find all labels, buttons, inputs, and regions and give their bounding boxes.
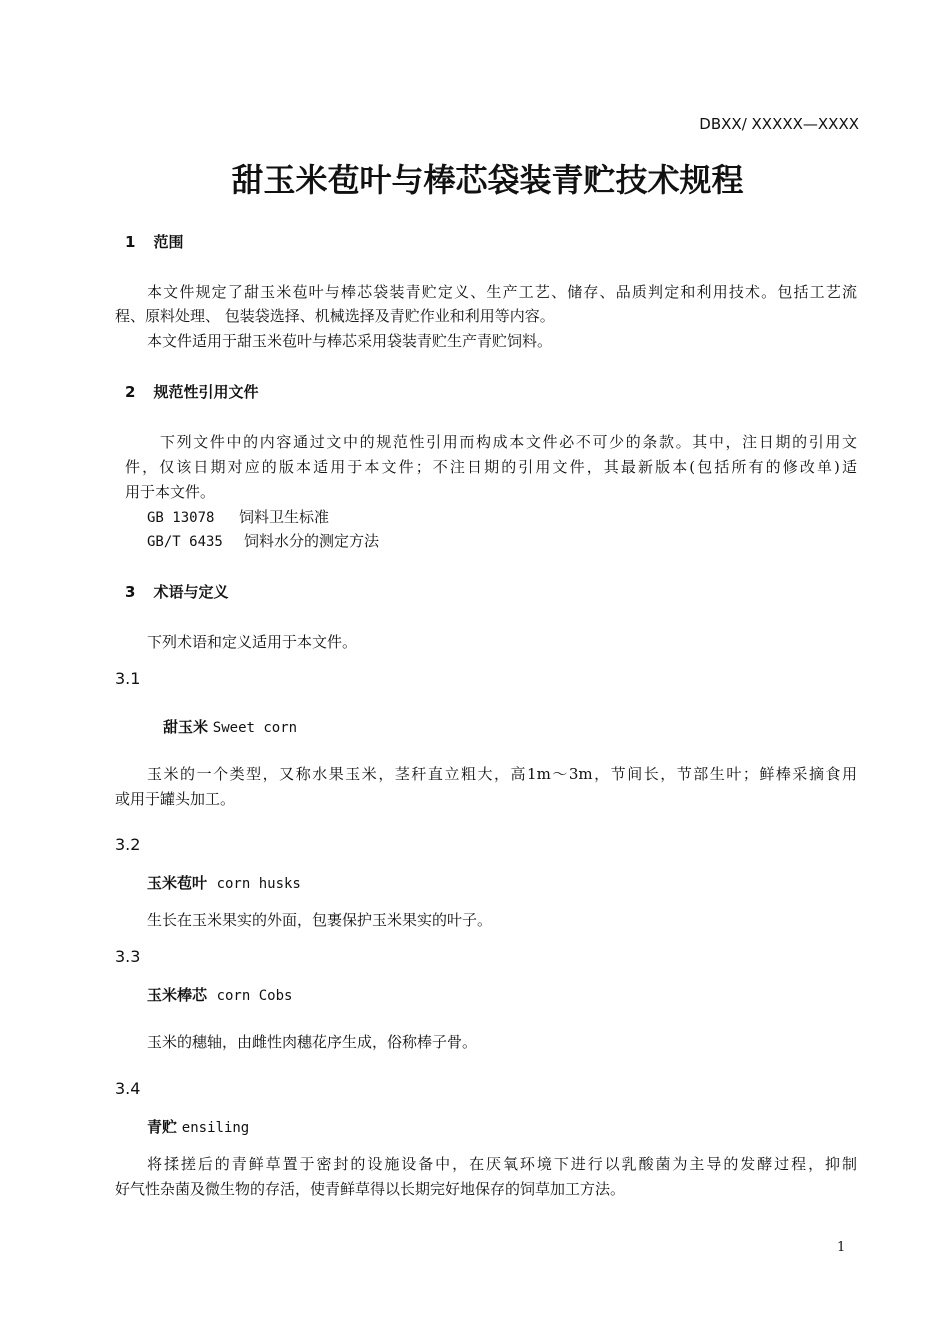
term-zh: 青贮 [147,1118,178,1136]
section-1-heading [125,232,183,252]
definition-line: 或用于罐头加工。 [115,790,236,808]
term-en: corn Cobs [216,988,293,1004]
reference-item [147,507,329,528]
reference-name: 饲料卫生标准 [239,508,330,526]
definition-line: 玉米的一个类型，又称水果玉米，茎秆直立粗大，高1m～3m，节间长，节部生叶；鲜棒采摘食用 [147,765,857,783]
term-heading [147,873,301,894]
section-number: 2 [125,383,136,401]
term-number: 3.3 [115,947,141,966]
term-number: 3.2 [115,835,141,854]
reference-code: GB/T 6435 [147,534,223,550]
document-code: DBXX/ XXXXX—XXXX [699,115,859,133]
paragraph-line: 本文件规定了甜玉米苞叶与棒芯袋装青贮定义、生产工艺、储存、品质判定和利用技术。包括工艺流 [147,283,857,301]
definition-line: 将揉搓后的青鲜草置于密封的设施设备中，在厌氧环境下进行以乳酸菌为主导的发酵过程，抑制 [147,1155,857,1173]
reference-item [147,531,379,552]
paragraph: 本文件适用于甜玉米苞叶与棒芯采用袋装青贮生产青贮饲料。 [147,332,553,350]
section-number: 1 [125,233,136,251]
definition-line: 好气性杂菌及微生物的存活，使青鲜草得以长期完好地保存的饲草加工方法。 [115,1180,626,1198]
page-title: 甜玉米苞叶与棒芯袋装青贮技术规程 [231,161,744,199]
definition-line: 生长在玉米果实的外面，包裹保护玉米果实的叶子。 [147,911,493,929]
section-title: 范围 [153,233,184,251]
paragraph-line: 程、原料处理、 包装袋选择、机械选择及青贮作业和利用等内容。 [115,307,555,325]
term-number: 3.4 [115,1079,141,1098]
paragraph: 下列术语和定义适用于本文件。 [147,633,358,651]
section-title: 规范性引用文件 [153,383,259,401]
term-en: ensiling [181,1120,250,1136]
paragraph-line: 下列文件中的内容通过文中的规范性引用而构成本文件必不可少的条款。其中，注日期的引用文 [160,433,857,451]
page-number: 1 [837,1240,846,1255]
term-en: corn husks [216,876,301,892]
term-heading [147,985,292,1006]
term-heading [147,1117,249,1138]
section-title: 术语与定义 [153,583,229,601]
term-zh: 甜玉米 [163,718,209,736]
term-number: 3.1 [115,669,141,688]
term-zh: 玉米苞叶 [147,874,208,892]
paragraph-line: 件，仅该日期对应的版本适用于本文件；不注日期的引用文件，其最新版本(包括所有的修改单)适 [125,458,857,476]
definition-line: 玉米的穗轴，由雌性肉穗花序生成，俗称棒子骨。 [147,1033,478,1051]
term-heading [163,717,297,738]
term-en: Sweet corn [212,720,298,736]
paragraph-line: 用于本文件。 [125,483,216,501]
term-zh: 玉米棒芯 [147,986,208,1004]
section-2-heading [125,382,258,402]
reference-code: GB 13078 [147,510,215,526]
section-3-heading [125,582,228,602]
reference-name: 饲料水分的测定方法 [244,532,380,550]
section-number: 3 [125,583,136,601]
